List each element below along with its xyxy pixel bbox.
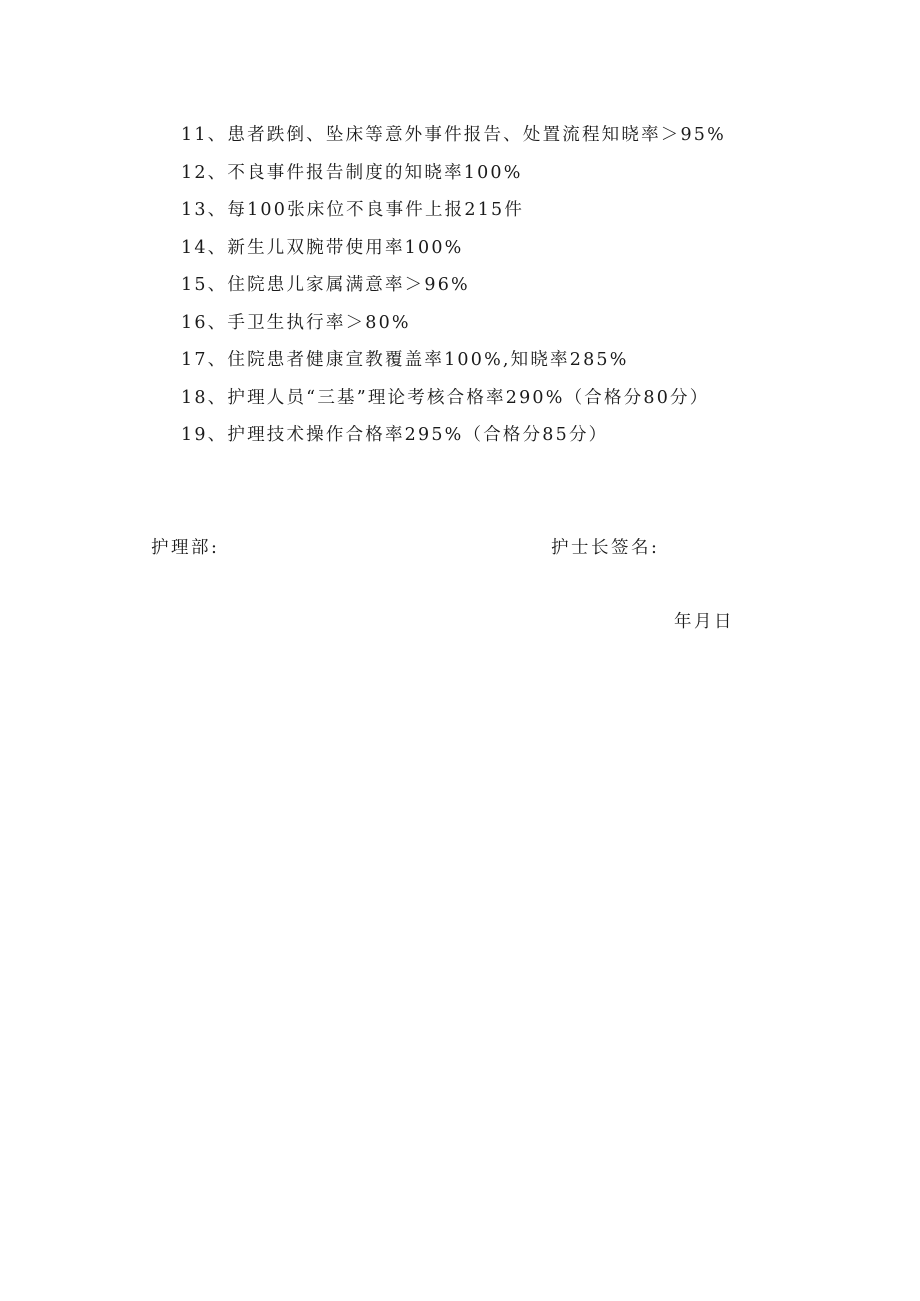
date-label: 年月日 bbox=[674, 612, 734, 632]
list-item: 16、手卫生执行率＞80% bbox=[181, 312, 411, 333]
list-item: 18、护理人员“三基”理论考核合格率290%（合格分80分） bbox=[181, 387, 710, 408]
nursing-dept-signature-label: 护理部: bbox=[151, 538, 220, 558]
list-item: 13、每100张床位不良事件上报215件 bbox=[181, 200, 525, 220]
indicator-list bbox=[181, 124, 726, 462]
list-item: 19、护理技术操作合格率295%（合格分85分） bbox=[181, 425, 609, 445]
list-item: 15、住院患儿家属满意率＞96% bbox=[181, 275, 470, 295]
list-item: 12、不良事件报告制度的知晓率100% bbox=[181, 162, 523, 183]
list-item: 17、住院患者健康宣教覆盖率100%,知晓率285% bbox=[181, 350, 629, 370]
head-nurse-signature-label: 护士长签名: bbox=[551, 538, 660, 558]
list-item: 11、患者跌倒、坠床等意外事件报告、处置流程知晓率＞95% bbox=[181, 125, 726, 145]
list-item: 14、新生儿双腕带使用率100% bbox=[181, 237, 464, 258]
